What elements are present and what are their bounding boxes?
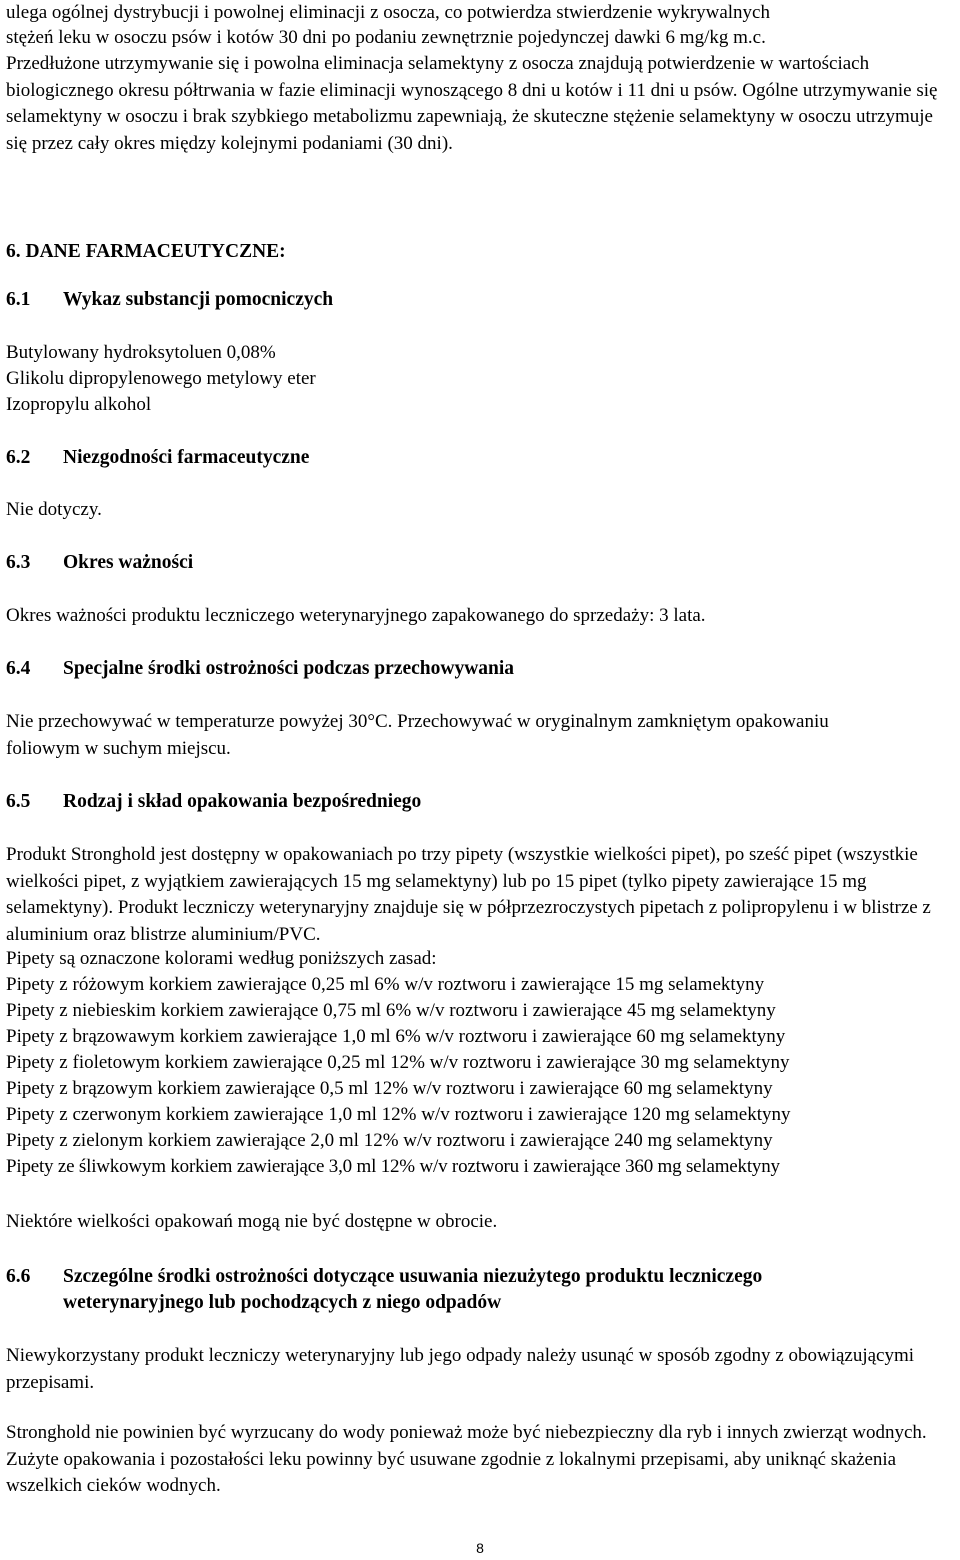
pipette-item: Pipety z niebieskim korkiem zawierające 0,75 ml 6% w/v roztworu i zawierające 45 mg selamektyny <box>6 1000 776 1021</box>
page-number: 8 <box>476 1540 484 1556</box>
excipient-item: Glikolu dipropylenowego metylowy eter <box>6 368 316 389</box>
intro-line-1: ulega ogólnej dystrybucji i powolnej eliminacji z osocza, co potwierdza stwierdzenie wykrywalnych <box>6 2 770 23</box>
disposal-paragraph-2: Stronghold nie powinien być wyrzucany do wody ponieważ może być niebezpieczny dla ryb i innych zwierząt wodnych. Zużyte opakowania i pozostałości leku powinny być usuwane zgodnie z lokalnymi przepisami, aby uniknąć skażenia wszelkich cieków wodnych. <box>6 1422 927 1496</box>
pipette-item: Pipety z brązowym korkiem zawierające 0,5 ml 12% w/v roztworu i zawierające 60 mg selamektyny <box>6 1078 773 1099</box>
section-title: Rodzaj i skład opakowania bezpośredniego <box>63 791 422 812</box>
pipette-colors-intro: Pipety są oznaczone kolorami według poniższych zasad: <box>6 948 437 969</box>
pipette-item: Pipety z różowym korkiem zawierające 0,25 ml 6% w/v roztworu i zawierające 15 mg selamektyny <box>6 974 765 995</box>
pipette-item: Pipety z czerwonym korkiem zawierające 1,0 ml 12% w/v roztworu i zawierające 120 mg selamektyny <box>6 1104 791 1125</box>
pipette-item: Pipety z fioletowym korkiem zawierające 0,25 ml 12% w/v roztworu i zawierające 30 mg selamektyny <box>6 1052 790 1073</box>
section-6-title: 6. DANE FARMACEUTYCZNE: <box>6 241 286 262</box>
section-number: 6.6 <box>6 1266 31 1287</box>
packaging-note: Niektóre wielkości opakowań mogą nie być dostępne w obrocie. <box>6 1211 498 1232</box>
section-6-2-heading <box>6 445 950 471</box>
section-title: Specjalne środki ostrożności podczas przechowywania <box>63 658 515 679</box>
section-number: 6.5 <box>6 791 31 812</box>
incompatibilities-text: Nie dotyczy. <box>6 499 102 520</box>
section-number: 6.1 <box>6 289 31 310</box>
pipette-item: Pipety ze śliwkowym korkiem zawierające 3,0 ml 12% w/v roztworu i zawierające 360 mg selamektyny <box>6 1156 780 1177</box>
section-title: Niezgodności farmaceutyczne <box>63 447 310 468</box>
shelf-life-text: Okres ważności produktu leczniczego weterynaryjnego zapakowanego do sprzedaży: 3 lata. <box>6 605 706 626</box>
section-title: Okres ważności <box>63 552 194 573</box>
storage-text: Nie przechowywać w temperaturze powyżej 30°C. Przechowywać w oryginalnym zamkniętym opakowaniu foliowym w suchym miejscu. <box>6 711 829 759</box>
section-6-3-heading <box>6 550 950 576</box>
excipient-item: Butylowany hydroksytoluen 0,08% <box>6 342 276 363</box>
section-number: 6.4 <box>6 658 31 679</box>
pipette-item: Pipety z zielonym korkiem zawierające 2,0 ml 12% w/v roztworu i zawierające 240 mg selamektyny <box>6 1130 773 1151</box>
section-number: 6.3 <box>6 552 31 573</box>
packaging-paragraph: Produkt Stronghold jest dostępny w opakowaniach po trzy pipety (wszystkie wielkości pipet), po sześć pipet (wszystkie wielkości pipet, z wyjątkiem zawierających 15 mg selamektyny) lub po 15 pipet (tylko pipety zawierające 15 mg selamektyny). Produkt leczniczy weterynaryjny znajduje się w półprzezroczystych pipetach z polipropylenu i w blistrze z aluminium oraz blistrze aluminium/PVC. <box>6 844 931 945</box>
intro-paragraph: Przedłużone utrzymywanie się i powolna eliminacja selamektyny z osocza znajdują potwierdzenie w wartościach biologicznego okresu półtrwania w fazie eliminacji wynoszącego 8 dni u kotów i 11 dni u psów. Ogólne utrzymywanie się selamektyny w osoczu i brak szybkiego metabolizmu zapewniają, że skuteczne stężenie selamektyny w osoczu utrzymuje się przez cały okres między kolejnymi podaniami (30 dni). <box>6 53 938 154</box>
section-6-1-heading <box>6 287 950 313</box>
section-6-4-heading <box>6 656 950 682</box>
section-6-5-heading <box>6 789 950 815</box>
intro-line-2: stężeń leku w osoczu psów i kotów 30 dni po podaniu zewnętrznie pojedynczej dawki 6 mg/kg m.c. <box>6 27 766 48</box>
section-title: Wykaz substancji pomocniczych <box>63 289 334 310</box>
section-6-6-heading <box>6 1264 896 1316</box>
pipette-item: Pipety z brązowawym korkiem zawierające 1,0 ml 6% w/v roztworu i zawierające 60 mg selamektyny <box>6 1026 786 1047</box>
disposal-paragraph-1: Niewykorzystany produkt leczniczy weterynaryjny lub jego odpady należy usunąć w sposób zgodny z obowiązującymi przepisami. <box>6 1345 915 1393</box>
section-title: Szczególne środki ostrożności dotyczące usuwania niezużytego produktu leczniczego weterynaryjnego lub pochodzących z niego odpadów <box>63 1266 763 1313</box>
excipient-item: Izopropylu alkohol <box>6 394 152 415</box>
section-number: 6.2 <box>6 447 31 468</box>
